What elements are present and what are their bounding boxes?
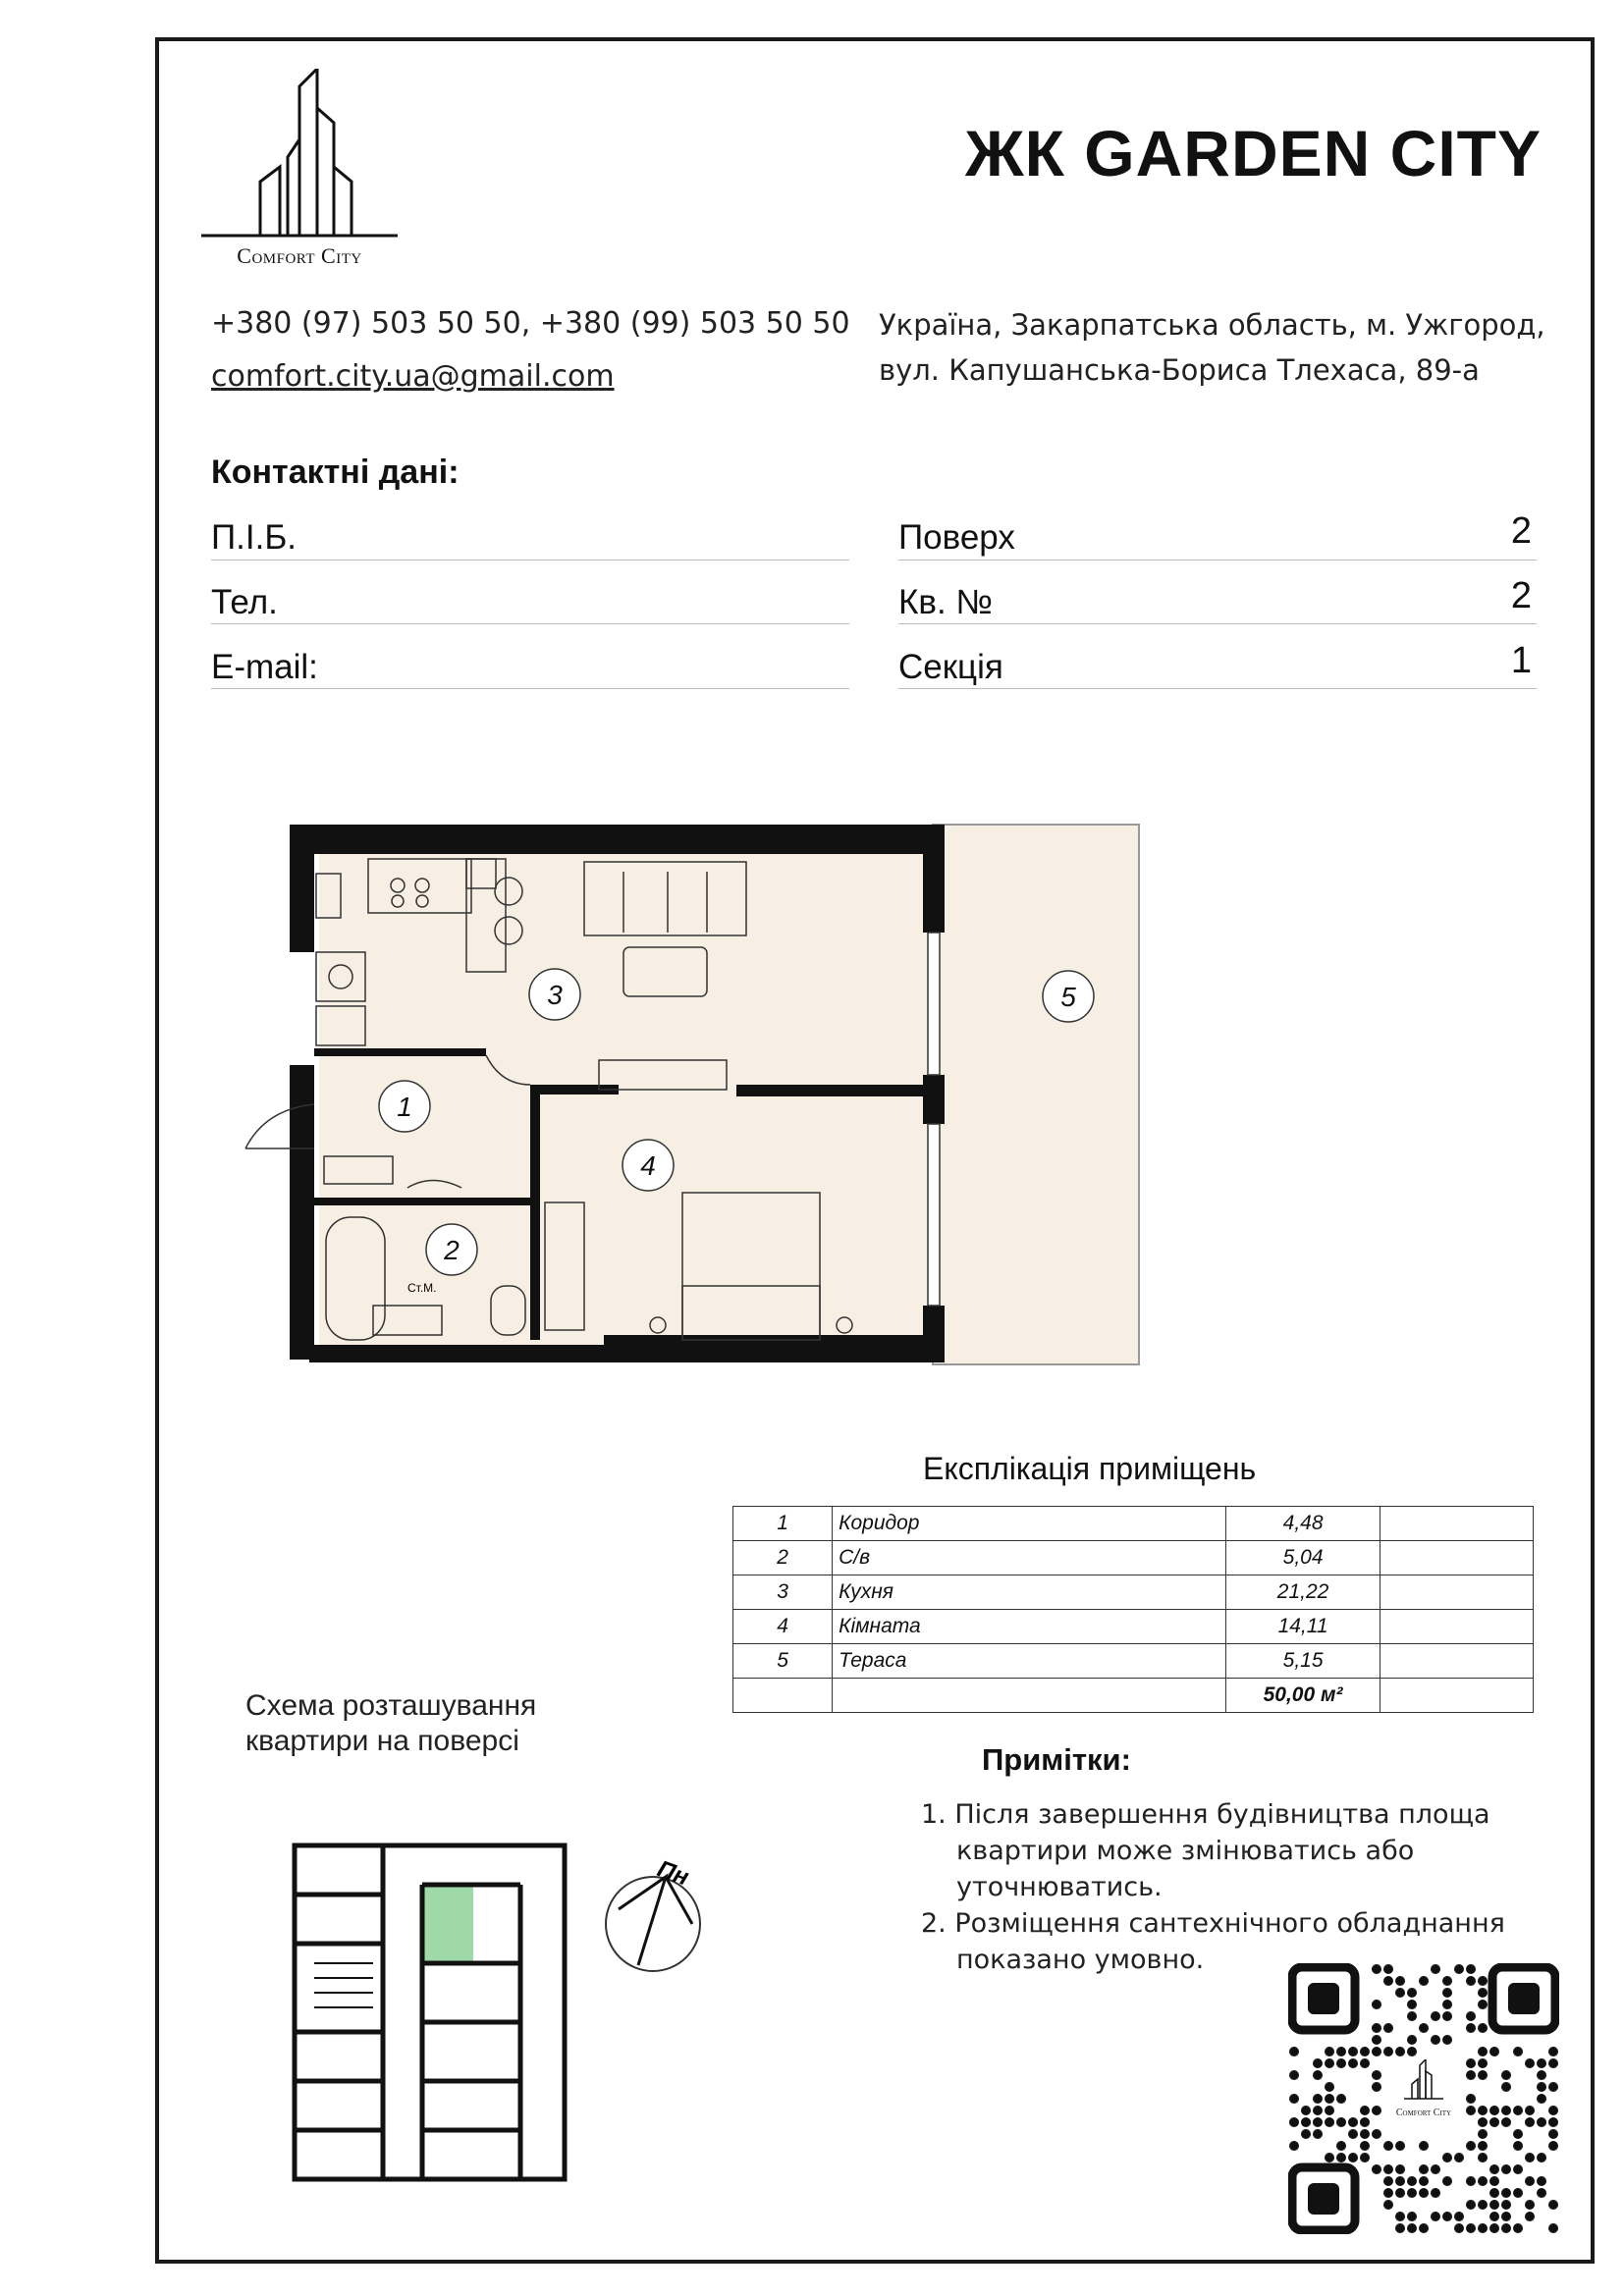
note-line: показано умовно. bbox=[956, 1945, 1205, 1975]
terrace-area bbox=[933, 825, 1139, 1364]
explication-row bbox=[733, 1610, 1534, 1644]
explication-table bbox=[732, 1506, 1534, 1713]
logo-text: Comfort City bbox=[237, 243, 362, 268]
phone-field-line[interactable] bbox=[211, 623, 849, 624]
qr-logo bbox=[1384, 2059, 1463, 2138]
cell-empty bbox=[1380, 1575, 1533, 1610]
notes-list bbox=[921, 1796, 1624, 1978]
qr-logo-text: Comfort City bbox=[1395, 2108, 1452, 2118]
section-label: Секція bbox=[898, 648, 1003, 686]
explication-row bbox=[733, 1541, 1534, 1575]
address-line1: Україна, Закарпатська область, м. Ужгород, bbox=[879, 308, 1545, 342]
cell-name: С/в bbox=[833, 1541, 1226, 1575]
apartment-value: 2 bbox=[1510, 575, 1532, 616]
email-link[interactable]: comfort.city.ua@gmail.com bbox=[211, 359, 615, 394]
phone-label: Тел. bbox=[211, 583, 278, 621]
note-line: 1. Після завершення будівництва площа bbox=[921, 1799, 1490, 1830]
total-area: 50,00 м² bbox=[1226, 1679, 1380, 1713]
explication-title: Експлікація приміщень bbox=[923, 1451, 1257, 1486]
cell-area: 5,15 bbox=[1226, 1644, 1380, 1679]
cell-area: 14,11 bbox=[1226, 1610, 1380, 1644]
cell-num: 5 bbox=[733, 1644, 833, 1679]
room-2-number: 2 bbox=[444, 1235, 460, 1265]
room-5-number: 5 bbox=[1060, 982, 1076, 1012]
cell-name: Коридор bbox=[833, 1507, 1226, 1541]
apartment-label: Кв. № bbox=[898, 583, 993, 621]
cell-num: 3 bbox=[733, 1575, 833, 1610]
name-label: П.І.Б. bbox=[211, 518, 298, 557]
apartment-line bbox=[898, 623, 1537, 624]
cell-area: 5,04 bbox=[1226, 1541, 1380, 1575]
note-line: 2. Розміщення сантехнічного обладнання bbox=[921, 1908, 1505, 1939]
wc-label: Ст.М. bbox=[407, 1281, 437, 1295]
floor-label: Поверх bbox=[898, 518, 1015, 557]
north-label: Пн bbox=[653, 1855, 693, 1892]
section-value: 1 bbox=[1510, 640, 1532, 681]
highlighted-apartment bbox=[424, 1885, 473, 1963]
address-line2: вул. Капушанська-Бориса Тлехаса, 89-а bbox=[879, 353, 1480, 387]
email-label: E-mail: bbox=[211, 648, 318, 686]
floor-value: 2 bbox=[1510, 510, 1532, 552]
cell-name: Кімната bbox=[833, 1610, 1226, 1644]
note-line: квартири може змінюватись або уточнюватись. bbox=[956, 1836, 1415, 1902]
room-3-number: 3 bbox=[547, 980, 563, 1010]
cell-name: Кухня bbox=[833, 1575, 1226, 1610]
cell-area: 21,22 bbox=[1226, 1575, 1380, 1610]
email-field-line[interactable] bbox=[211, 688, 849, 689]
name-field-line[interactable] bbox=[211, 560, 849, 561]
cell-empty bbox=[1380, 1679, 1533, 1713]
cell-empty bbox=[1380, 1507, 1533, 1541]
north-compass bbox=[599, 1855, 717, 1973]
cell-num: 2 bbox=[733, 1541, 833, 1575]
explication-row bbox=[733, 1507, 1534, 1541]
cell-empty bbox=[1380, 1610, 1533, 1644]
explication-row bbox=[733, 1575, 1534, 1610]
scheme-caption bbox=[245, 1688, 536, 1759]
notes-title: Примітки: bbox=[982, 1742, 1131, 1777]
cell-empty bbox=[1380, 1541, 1533, 1575]
comfort-city-logo bbox=[201, 69, 407, 275]
cell-empty bbox=[733, 1679, 833, 1713]
cell-empty bbox=[833, 1679, 1226, 1713]
project-title: ЖК GARDEN CITY bbox=[965, 117, 1542, 189]
explication-total-row bbox=[733, 1679, 1534, 1713]
room-1-number: 1 bbox=[397, 1092, 412, 1122]
skyline-icon bbox=[1404, 2059, 1443, 2103]
cell-area: 4,48 bbox=[1226, 1507, 1380, 1541]
scheme-caption-line1: Схема розташування bbox=[245, 1689, 537, 1722]
scheme-caption-line2: квартири на поверсі bbox=[245, 1725, 519, 1757]
cell-num: 4 bbox=[733, 1610, 833, 1644]
contacts-heading: Контактні дані: bbox=[211, 454, 460, 491]
cell-name: Тераса bbox=[833, 1644, 1226, 1679]
explication-row bbox=[733, 1644, 1534, 1679]
room-4-number: 4 bbox=[640, 1150, 656, 1181]
cell-num: 1 bbox=[733, 1507, 833, 1541]
section-line bbox=[898, 688, 1537, 689]
cell-empty bbox=[1380, 1644, 1533, 1679]
qr-code[interactable] bbox=[1288, 1963, 1559, 2234]
floor-location-scheme bbox=[285, 1836, 579, 2189]
floor-line bbox=[898, 560, 1537, 561]
phone-numbers: +380 (97) 503 50 50, +380 (99) 503 50 50 bbox=[211, 306, 850, 341]
compass-icon bbox=[606, 1877, 700, 1971]
skyline-icon bbox=[201, 69, 398, 243]
apartment-floor-plan bbox=[236, 815, 1149, 1384]
